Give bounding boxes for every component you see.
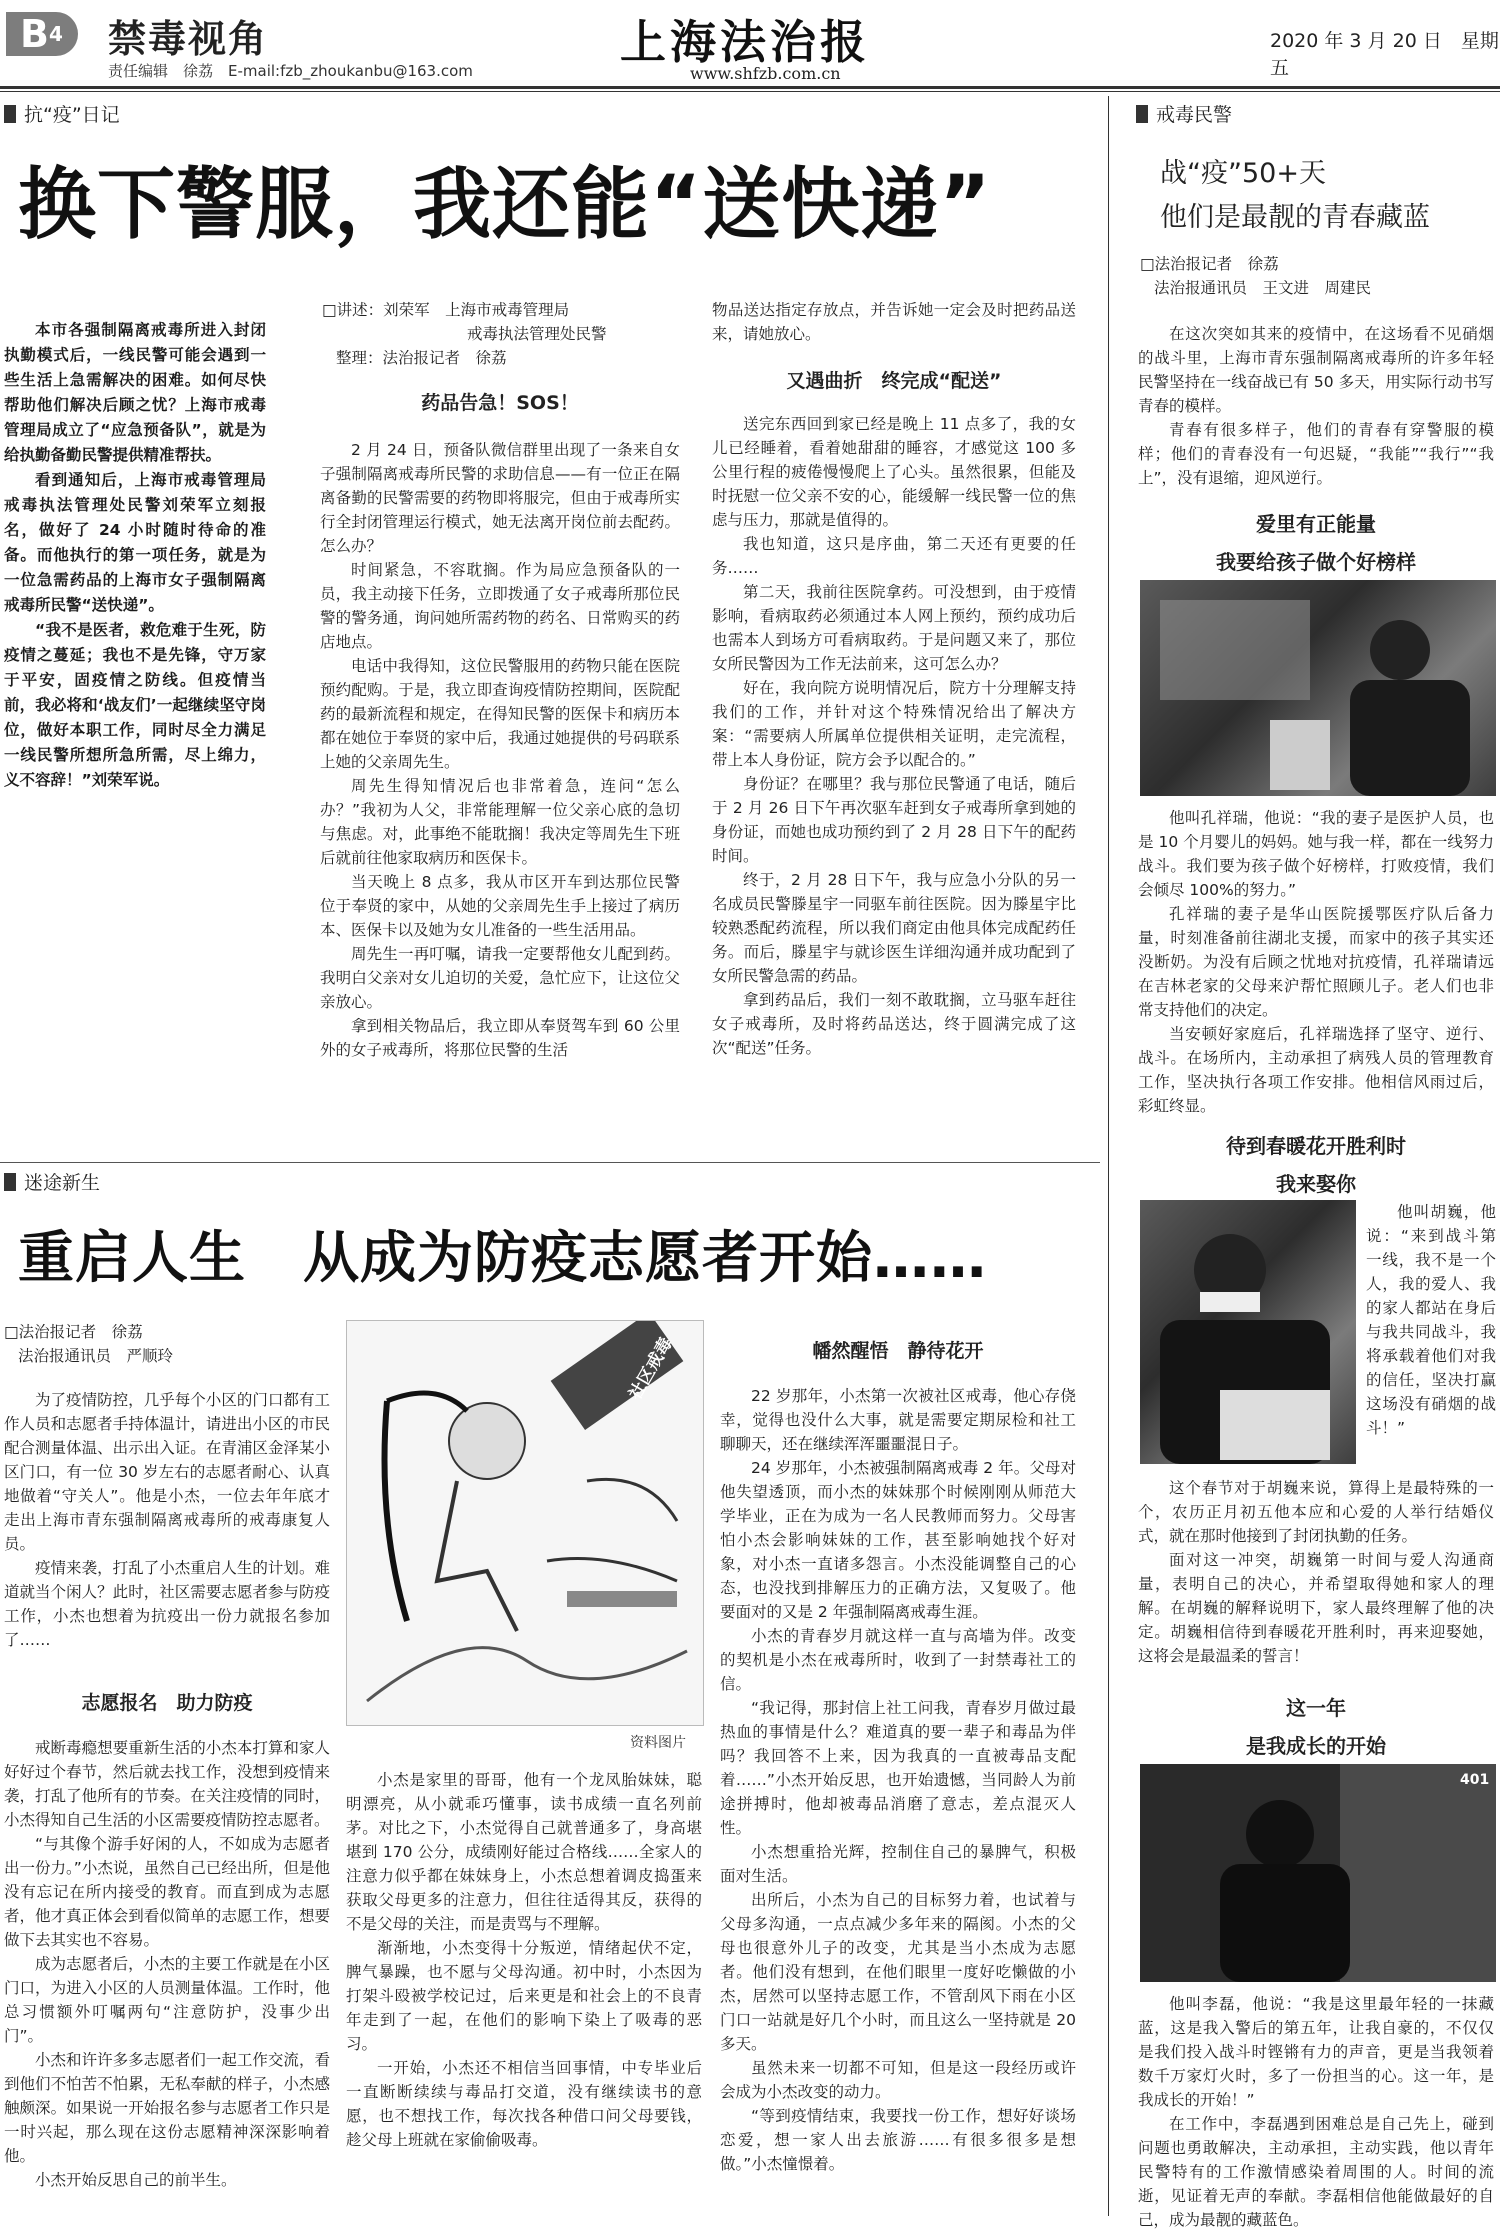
site-url[interactable]: www.shfzb.com.cn <box>690 64 841 83</box>
article1-subhead-2: 又遇曲折 终完成“配送” <box>786 370 1002 392</box>
body-paragraph: 成为志愿者后，小杰的主要工作就是在小区门口，为进入小区的人员测量体温。工作时，他总习惯额外叮嘱两句“注意防护，没事少出门”。 <box>4 1955 330 2045</box>
article2-column-1 <box>4 1736 330 2192</box>
body-paragraph: 他叫胡巍，他说：“来到战斗第一线，我不是一个人，我的爱人、我的家人都站在身后与我共同战斗，我将承载着他们对我的信任，坚决打赢这场没有硝烟的战斗！” <box>1366 1203 1496 1437</box>
section-title: 禁毒视角 <box>108 17 269 61</box>
byline-reporter: □法治报记者 徐荔 <box>1140 255 1279 273</box>
s3-photo-door-number: 401 <box>1460 1772 1490 1788</box>
headline-line-2: 他们是最靓的青春藏蓝 <box>1160 202 1430 233</box>
body-paragraph: 小杰想重拾光辉，控制住自己的暴脾气，积极面对生活。 <box>720 1843 1076 1885</box>
article2-column-2 <box>346 1768 702 2152</box>
lead-paragraph: “我不是医者，救危难于生死，防疫情之蔓延；我也不是先锋，守万家于平安，固疫情之防线。但疫情当前，我必将和‘战友们’一起继续坚守岗位，做好本职工作，同时尽全力满足一线民警所想所急所需，尽上绵力，义不容辞！”刘荣军说。 <box>4 621 266 789</box>
body-paragraph: 拿到药品后，我们一刻不敢耽搁，立马驱车赶往女子戒毒所，及时将药品送达，终于圆满完成了这次“配送”任务。 <box>712 991 1076 1057</box>
article2-illustration <box>346 1320 704 1726</box>
section-separator <box>0 1162 1100 1163</box>
s1-photo <box>1140 580 1496 796</box>
body-paragraph: 小杰开始反思自己的前半生。 <box>35 2171 237 2189</box>
article1-column-2 <box>320 438 680 1062</box>
s2-photo <box>1140 1200 1356 1464</box>
article2-headline: 重启人生 从成为防疫志愿者开始…… <box>18 1226 987 1291</box>
body-paragraph: 时间紧急，不容耽搁。作为局应急预备队的一员，我主动接下任务，立即拨通了女子戒毒所那位民警的警务通，询问她所需药物的药名、日常购买的药店地点。 <box>320 561 680 651</box>
article2-intro <box>4 1388 330 1652</box>
body-paragraph: 一开始，小杰还不相信当回事情，中专毕业后一直断断续续与毒品打交道，没有继续读书的意愿，也不想找工作，每次找各种借口问父母要钱，趁父母上班就在家偷偷吸毒。 <box>346 2059 702 2149</box>
article2-byline <box>4 1320 324 1368</box>
body-paragraph: 渐渐地，小杰变得十分叛逆，情绪起伏不定，脾气暴躁，也不愿与父母沟通。初中时，小杰因为打架斗殴被学校记过，后来更是和社会上的不良青年走到了一起，在他们的影响下染上了吸毒的恶习。 <box>346 1939 702 2053</box>
body-paragraph: 孔祥瑞的妻子是华山医院援鄂医疗队后备力量，时刻准备前往湖北支援，而家中的孩子其实还没断奶。为没有后顾之忧地对抗疫情，孔祥瑞请远在吉林老家的父母来沪帮忙照顾儿子。老人们也非常支持他们的决定。 <box>1138 905 1494 1019</box>
kicker-text: 戒毒民警 <box>1156 104 1233 126</box>
kicker-marker <box>1136 105 1148 123</box>
body-paragraph: 他叫李磊，他说：“我是这里最年轻的一抹藏蓝，这是我入警后的第五年，让我自豪的，不仅仅是我们投入战斗时铿锵有力的声音，更是当我领着数千万家灯火时，多了一份担当的心。这一年，是我成长的开始！” <box>1138 1995 1494 2109</box>
body-paragraph: 在工作中，李磊遇到困难总是自己先上，碰到问题也勇敢解决，主动承担，主动实践，他以青年民警特有的工作激情感染着周围的人。时间的流逝，见证着无声的奉献。李磊相信他能做最好的自己，成为最靓的藏蓝色。 <box>1138 2115 1494 2229</box>
body-paragraph: 小杰是家里的哥哥，他有一个龙凤胎妹妹，聪明漂亮，从小就乖巧懂事，读书成绩一直名列前茅。对比之下，小杰觉得自己就普通多了，身高堪堪到 170 公分，成绩刚好能过合格线……全家人的注意力似乎都在妹妹身上，小杰总想着调皮捣蛋来获取父母更多的注意力，但往往适得其反，获得的不是父母的关注，而是责骂与不理解。 <box>346 1771 702 1933</box>
kicker-marker <box>4 105 16 123</box>
body-paragraph: 小杰和许许多多志愿者们一起工作交流，看到他们不怕苦不怕累，无私奉献的样子，小杰感触颇深。如果说一开始报名参与志愿者工作只是一时兴起，那么现在这份志愿精神深深影响着他。 <box>4 2051 330 2165</box>
body-paragraph: 当天晚上 8 点多，我从市区开车到达那位民警位于奉贤的家中，从她的父亲周先生手上接过了病历本、医保卡以及她为女儿准备的一些生活用品。 <box>320 873 680 939</box>
s3-subtitle: 是我成长的开始 <box>1246 1734 1386 1758</box>
body-paragraph: “与其像个游手好闲的人，不如成为志愿者出一份力。”小杰说，虽然自己已经出所，但是他没有忘记在所内接受的教育。而直到成为志愿者，他才真正体会到看似简单的志愿工作，想要做下去其实也不容易。 <box>4 1835 330 1949</box>
body-paragraph: 周先生一再叮嘱，请我一定要帮他女儿配到药。我明白父亲对女儿迫切的关爱，急忙应下，让这位父亲放心。 <box>320 945 680 1011</box>
body-paragraph: 虽然未来一切都不可知，但是这一段经历或许会成为小杰改变的动力。 <box>720 2059 1076 2101</box>
illustration-label: 社区戒毒 <box>625 1334 677 1404</box>
body-paragraph: 在这次突如其来的疫情中，在这场看不见硝烟的战斗里，上海市青东强制隔离戒毒所的许多年轻民警坚持在一线奋战已有 50 多天，用实际行动书写青春的模样。 <box>1138 325 1494 415</box>
lead-paragraph: 看到通知后，上海市戒毒管理局戒毒执法管理处民警刘荣军立刻报名，做好了 24 小时随时待命的准备。而他执行的第一项任务，就是为一位急需药品的上海市女子强制隔离戒毒所民警“送快递”。 <box>4 471 266 614</box>
article1-lead <box>4 318 266 793</box>
body-paragraph: 物品送达指定存放点，并告诉她一定会及时把药品送来，请她放心。 <box>712 301 1076 343</box>
body-paragraph: 为了疫情防控，几乎每个小区的门口都有工作人员和志愿者手持体温计，请进出小区的市民配合测量体温、出示出入证。在青浦区金泽某小区门口，有一位 30 岁左右的志愿者耐心、认真地做着“守关人”。他是小杰，一位去年年底才走出上海市青东强制隔离戒毒所的戒毒康复人员。 <box>4 1391 330 1553</box>
article2-subhead-1: 志愿报名 助力防疫 <box>81 1692 253 1714</box>
article1-byline <box>322 298 682 370</box>
body-paragraph: 身份证？在哪里？我与那位民警通了电话，随后于 2 月 26 日下午再次驱车赶到女子戒毒所拿到她的身份证，而她也成功预约到了 2 月 28 日下午的配药时间。 <box>712 775 1076 865</box>
page-number-badge <box>6 12 78 56</box>
body-paragraph: 我也知道，这只是序曲，第二天还有更要的任务…… <box>712 535 1076 577</box>
body-paragraph: “我记得，那封信上社工问我，青春岁月做过最热血的事情是什么？难道真的要一辈子和毒品为伴吗？我回答不上来，因为我真的一直被毒品支配着……”小杰开始反思，也开始遗憾，当同龄人为前途拼搏时，他却被毒品消磨了意志，差点混灭人性。 <box>720 1699 1076 1837</box>
s1-photo-figure <box>1140 580 1496 796</box>
article3-intro <box>1138 322 1494 490</box>
kicker-text: 抗“疫”日记 <box>24 104 120 126</box>
body-paragraph: 第二天，我前往医院拿药。可没想到，由于疫情影响，看病取药必须通过本人网上预约，预约成功后也需本人到场方可看病取药。于是问题又来了，那位女所民警因为工作无法前来，这可怎么办？ <box>712 583 1076 673</box>
date-line: 2020 年 3 月 20 日 星期五 <box>1270 30 1499 79</box>
body-paragraph: 当安顿好家庭后，孔祥瑞选择了坚守、逆行、战斗。在场所内，主动承担了病残人员的管理教育工作，坚决执行各项工作安排。他相信风雨过后，彩虹终显。 <box>1138 1025 1494 1115</box>
article1-kicker <box>4 100 120 127</box>
body-paragraph: 好在，我向院方说明情况后，院方十分理解支持我们的工作，并针对这个特殊情况给出了解决方案：“需要病人所属单位提供相关证明，走完流程，带上本人身份证，院方会予以配合的。” <box>712 679 1076 769</box>
body-paragraph: 出所后，小杰为自己的目标努力着，也试着与父母多沟通，一点点减少多年来的隔阂。小杰的父母也很意外儿子的改变，尤其是当小杰成为志愿者。他们没有想到，在他们眼里一度好吃懒做的小杰，居然可以坚持志愿工作，不管刮风下雨在小区门口一站就是好几个小时，而且这么一坚持就是 20 多天。 <box>720 1891 1076 2053</box>
byline-reporter: □法治报记者 徐荔 <box>4 1323 143 1341</box>
s3-title: 这一年 <box>1286 1696 1346 1720</box>
page-number: 4 <box>48 22 63 46</box>
lead-paragraph: 本市各强制隔离戒毒所进入封闭执勤模式后，一线民警可能会遇到一些生活上急需解决的困难。如何尽快帮助他们解决后顾之忧？上海市戒毒管理局成立了“应急预备队”，就是为给执勤备勤民警提供精准帮扶。 <box>4 321 266 464</box>
byline-editor: 整理：法治报记者 徐荔 <box>336 349 507 367</box>
article3-byline <box>1140 252 1490 300</box>
body-paragraph: 周先生得知情况后也非常着急，连问“怎么办？”我初为人父，非常能理解一位父亲心底的急切与焦虑。对，此事绝不能耽搁！我决定等周先生下班后就前往他家取病历和医保卡。 <box>320 777 680 867</box>
kicker-text: 迷途新生 <box>24 1172 101 1194</box>
s2-title: 待到春暖花开胜利时 <box>1226 1134 1406 1158</box>
article3-kicker <box>1136 100 1232 127</box>
body-paragraph: “等到疫情结束，我要找一份工作，想好好谈场恋爱，想一家人出去旅游……有很多很多是想做。”小杰憧憬着。 <box>720 2107 1076 2173</box>
body-paragraph: 青春有很多样子，他们的青春有穿警服的模样；他们的青春没有一句迟疑，“我能”“我行”“我上”，没有退缩，迎风逆行。 <box>1138 421 1494 487</box>
article2-column-3 <box>720 1384 1076 2176</box>
header-rule <box>0 86 1500 89</box>
s1-text <box>1138 806 1494 1118</box>
illustration-caption: 资料图片 <box>630 1735 686 1751</box>
body-paragraph: 疫情来袭，打乱了小杰重启人生的计划。难道就当个闲人？此时，社区需要志愿者参与防疫工作，小杰也想着为抗疫出一份力就报名参加了…… <box>4 1559 330 1649</box>
s3-photo <box>1140 1764 1496 1982</box>
s1-title: 爱里有正能量 <box>1256 512 1376 536</box>
body-paragraph: 他叫孔祥瑞，他说：“我的妻子是医护人员，也是 10 个月婴儿的妈妈。她与我一样，都在一线努力战斗。我们要为孩子做个好榜样，打败疫情，我们会倾尽 100%的努力。” <box>1138 809 1494 899</box>
article2-subhead-2: 幡然醒悟 静待花开 <box>812 1340 984 1362</box>
body-paragraph: 2 月 24 日，预备队微信群里出现了一条来自女子强制隔离戒毒所民警的求助信息——有一位正在隔离备勤的民警需要的药物即将服完，但由于戒毒所实行全封闭管理运行模式，她无法离开岗位前去配药。怎么办？ <box>320 441 680 555</box>
article1-headline: 换下警服，我还能“送快递” <box>18 160 992 250</box>
body-paragraph: 这个春节对于胡巍来说，算得上是最特殊的一个，农历正月初五他本应和心爱的人举行结婚仪式，就在那时他接到了封闭执勤的任务。 <box>1138 1479 1494 1545</box>
body-paragraph: 终于，2 月 28 日下午，我与应急小分队的另一名成员民警滕星宇一同驱车前往医院。因为滕星宇比较熟悉配药流程，所以我们商定由他具体完成配药任务。而后，滕星宇与就诊医生详细沟通并成功配到了女所民警急需的药品。 <box>712 871 1076 985</box>
s2-subtitle: 我来娶你 <box>1276 1172 1356 1196</box>
body-paragraph: 面对这一冲突，胡巍第一时间与爱人沟通商量，表明自己的决心，并希望取得她和家人的理解。在胡巍的解释说明下，家人最终理解了他的决定。胡巍相信待到春暖花开胜利时，再来迎娶她，这将会是最温柔的誓言！ <box>1138 1551 1494 1665</box>
headline-line-1: 战“疫”50+天 <box>1160 158 1326 189</box>
article2-kicker <box>4 1168 100 1195</box>
body-paragraph: 24 岁那年，小杰被强制隔离戒毒 2 年。父母对他失望透顶，而小杰的妹妹那个时候刚刚从师范大学毕业，正在为成为一名人民教师而努力。父母害怕小杰会影响妹妹的工作，甚至影响她找个好对象，对小杰一直诸多怨言。小杰没能调整自己的心态，也没找到排解压力的正确方法，又复吸了。他要面对的又是 2 年强制隔离戒毒生涯。 <box>720 1459 1076 1621</box>
article1-column-3-pre <box>712 298 1076 346</box>
body-paragraph: 送完东西回到家已经是晚上 11 点多了，我的女儿已经睡着，看着她甜甜的睡容，才感觉这 100 多公里行程的疲倦慢慢爬上了心头。虽然很累，但能及时抚慰一位父亲不安的心，能缓解一线民警一位的焦虑与压力，那就是值得的。 <box>712 415 1076 529</box>
s2-text <box>1138 1476 1494 1668</box>
kicker-marker <box>4 1173 16 1191</box>
byline-narrator: □讲述：刘荣军 上海市戒毒管理局 <box>322 301 570 319</box>
body-paragraph: 22 岁那年，小杰第一次被社区戒毒，他心存侥幸，觉得也没什么大事，就是需要定期尿检和社工聊聊天，还在继续浑浑噩噩混日子。 <box>720 1387 1076 1453</box>
body-paragraph: 电话中我得知，这位民警服用的药物只能在医院预约配购。于是，我立即查询疫情防控期间，医院配药的最新流程和规定，在得知民警的医保卡和病历本都在她位于奉贤的家中后，我通过她提供的号码联系上她的父亲周先生。 <box>320 657 680 771</box>
article1-column-3 <box>712 412 1076 1060</box>
s3-text <box>1138 1992 1494 2232</box>
masthead: 上海法治报 <box>620 15 870 69</box>
byline-unit: 戒毒执法管理处民警 <box>467 325 607 343</box>
body-paragraph: 戒断毒瘾想要重新生活的小杰本打算和家人好好过个春节，然后就去找工作，没想到疫情来袭，打乱了他所有的节奏。在关注疫情的同时，小杰得知自己生活的小区需要疫情防控志愿者。 <box>4 1739 330 1829</box>
s1-subtitle: 我要给孩子做个好榜样 <box>1216 550 1416 574</box>
page-letter: B <box>20 12 49 56</box>
body-paragraph: 小杰的青春岁月就这样一直与高墙为伴。改变的契机是小杰在戒毒所时，收到了一封禁毒社工的信。 <box>720 1627 1076 1693</box>
byline-correspondents: 法治报通讯员 王文进 周建民 <box>1154 279 1372 297</box>
s2-side-text <box>1366 1200 1496 1440</box>
editor-line: 责任编辑 徐荔 E-mail:fzb_zhoukanbu@163.com <box>108 62 473 80</box>
s3-photo-figure <box>1140 1764 1496 1982</box>
byline-correspondent: 法治报通讯员 严顺玲 <box>18 1347 174 1365</box>
s2-photo-figure <box>1140 1200 1356 1464</box>
column-divider <box>1108 96 1109 2216</box>
article3-headline <box>1160 152 1430 240</box>
article1-subhead-1: 药品告急！SOS！ <box>421 392 579 414</box>
body-paragraph: 拿到相关物品后，我立即从奉贤驾车到 60 公里外的女子戒毒所，将那位民警的生活 <box>320 1017 680 1059</box>
header-rule-thin <box>0 91 1500 92</box>
